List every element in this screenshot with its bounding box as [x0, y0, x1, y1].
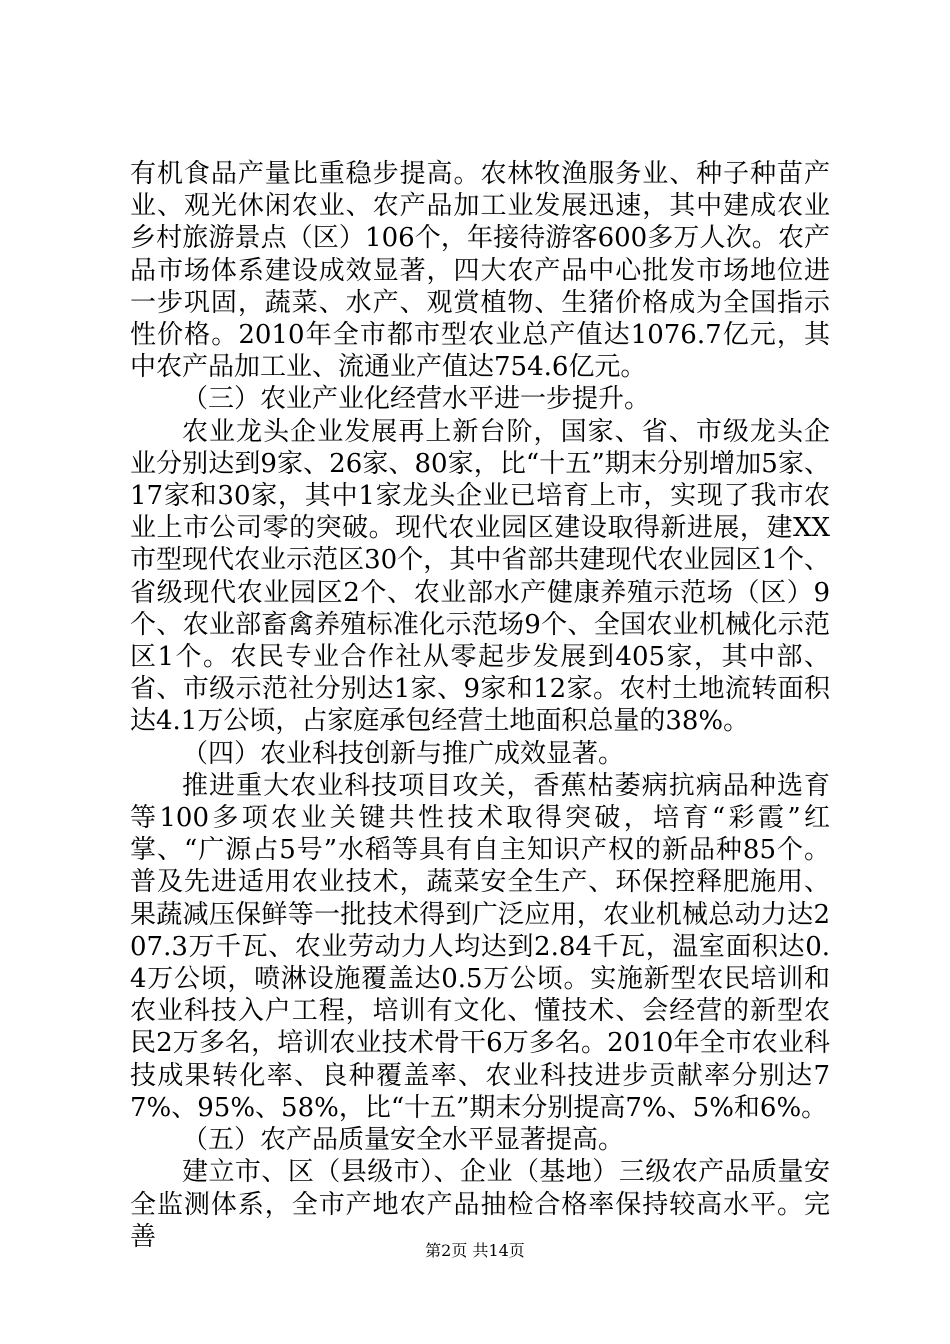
- paragraph-industrialization: 农业龙头企业发展再上新台阶，国家、省、市级龙头企业分别达到9家、26家、80家，比“十五”期末分别增加5家、17家和30家，其中1家龙头企业已培育上市，实现了我市农业上市公司零的突破。现代农业园区建设取得新进展，建XX市型现代农业示范区30个，其中省部共建现代农业园区1个、省级现代农业园区2个、农业部水产健康养殖示范场（区）9个、农业部畜禽养殖标准化示范场9个、全国农业机械化示范区1个。农民专业合作社从零起步发展到405家，其中部、省、市级示范社分别达1家、9家和12家。农村土地流转面积达4.1万公顷，占家庭承包经营土地面积总量的38%。: [130, 416, 830, 737]
- page-footer: 第2页 共14页: [425, 1241, 525, 1260]
- document-body: [130, 158, 830, 1253]
- paragraph-continuation: 有机食品产量比重稳步提高。农林牧渔服务业、种子种苗产业、观光休闲农业、农产品加工业发展迅速，其中建成农业乡村旅游景点（区）106个，年接待游客600多万人次。农产品市场体系建设成效显著，四大农产品中心批发市场地位进一步巩固，蔬菜、水产、观赏植物、生猪价格成为全国指示性价格。2010年全市都市型农业总产值达1076.7亿元，其中农产品加工业、流通业产值达754.6亿元。: [130, 159, 830, 383]
- section-heading-5: （五）农产品质量安全水平显著提高。: [182, 1125, 625, 1156]
- paragraph-technology: 推进重大农业科技项目攻关，香蕉枯萎病抗病品种选育等100多项农业关键共性技术取得突破，培育“彩霞”红掌、“广源占5号”水稻等具有自主知识产权的新品种85个。普及先进适用农业技术，蔬菜安全生产、环保控释肥施用、果蔬减压保鲜等一批技术得到广泛应用，农业机械总动力达207.3万千瓦、农业劳动力人均达到2.84千瓦，温室面积达0.4万公顷，喷淋设施覆盖达0.5万公顷。实施新型农民培训和农业科技入户工程，培训有文化、懂技术、会经营的新型农民2万多名，培训农业技术骨干6万多名。2010年全市农业科技成果转化率、良种覆盖率、农业科技进步贡献率分别达77%、95%、58%，比“十五”期末分别提高7%、5%和6%。: [130, 770, 830, 1123]
- section-heading-4: （四）农业科技创新与推广成效显著。: [182, 738, 625, 769]
- paragraph-quality-safety: 建立市、区（县级市）、企业（基地）三级农产品质量安全监测体系，全市产地农产品抽检合格率保持较高水平。完善: [130, 1157, 830, 1252]
- section-heading-3: （三）农业产业化经营水平进一步提升。: [182, 384, 651, 415]
